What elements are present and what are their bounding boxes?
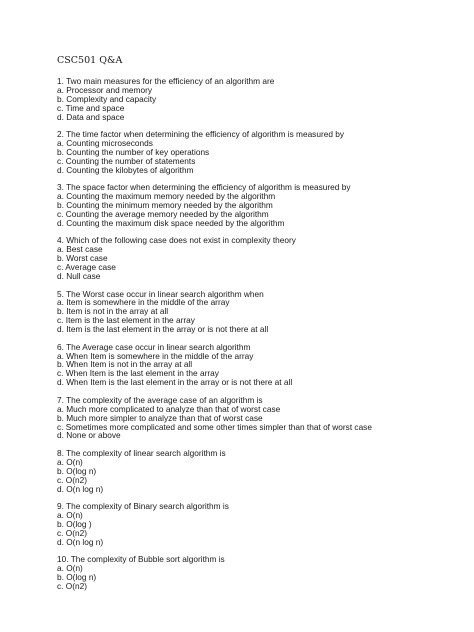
answer-option: b. O(log n) — [57, 572, 97, 583]
answer-option: d. None or above — [57, 430, 121, 441]
question-block — [57, 130, 467, 174]
question-block — [57, 396, 467, 440]
answer-option: c. Average case — [57, 262, 116, 273]
answer-option: d. Null case — [57, 270, 101, 281]
answer-option: b. When Item is not in the array at all — [57, 359, 193, 370]
answer-option: d. When Item is the last element in the array or is not there at all — [57, 377, 293, 388]
answer-option: b. Complexity and capacity — [57, 93, 157, 104]
question-text: 8. The complexity of linear search algorithm is — [57, 447, 226, 458]
question-text: 7. The complexity of the average case of an algorithm is — [57, 394, 263, 405]
document-title: CSC501 Q&A — [57, 55, 123, 66]
answer-option: b. Item is not in the array at all — [57, 306, 169, 317]
answer-option: a. Much more complicated to analyze than that of worst case — [57, 403, 281, 414]
question-list — [57, 77, 467, 600]
answer-option: b. Worst case — [57, 253, 108, 264]
answer-option: c. O(n2) — [57, 474, 87, 485]
answer-option: b. O(log n) — [57, 465, 97, 476]
answer-option: c. Item is the last element in the array — [57, 315, 195, 326]
question-block — [57, 290, 467, 334]
answer-option: c. When Item is the last element in the array — [57, 368, 219, 379]
answer-option: d. Counting the kilobytes of algorithm — [57, 164, 194, 175]
answer-option: a. O(n) — [57, 563, 83, 574]
question-text: 6. The Average case occur in linear search algorithm — [57, 341, 251, 352]
answer-option: b. Much more simpler to analyze than that of worst case — [57, 412, 263, 423]
answer-option: d. O(n log n) — [57, 536, 104, 547]
question-text: 10. The complexity of Bubble sort algorithm is — [57, 554, 225, 565]
answer-option: a. Processor and memory — [57, 84, 152, 95]
question-block — [57, 343, 467, 387]
answer-option: d. Data and space — [57, 111, 125, 122]
answer-option: a. When Item is somewhere in the middle of the array — [57, 350, 254, 361]
question-text: 4. Which of the following case does not exist in complexity theory — [57, 235, 296, 246]
answer-option: b. O(log ) — [57, 518, 92, 529]
answer-option: c. Sometimes more complicated and some other times simpler than that of worst case — [57, 421, 372, 432]
answer-option: a. Counting the maximum memory needed by the algorithm — [57, 191, 276, 202]
answer-option: b. Counting the number of key operations — [57, 146, 210, 157]
answer-option: c. Time and space — [57, 102, 125, 113]
answer-option: a. Best case — [57, 244, 103, 255]
question-text: 1. Two main measures for the efficiency of an algorithm are — [57, 76, 275, 86]
answer-option: a. Counting microseconds — [57, 138, 153, 149]
answer-option: a. Item is somewhere in the middle of the array — [57, 297, 230, 308]
question-text: 3. The space factor when determining the efficiency of algorithm is measured by — [57, 182, 351, 193]
answer-option: c. Counting the average memory needed by the algorithm — [57, 208, 269, 219]
question-text: 5. The Worst case occur in linear search algorithm when — [57, 288, 264, 299]
answer-option: c. O(n2) — [57, 580, 87, 591]
question-text: 2. The time factor when determining the efficiency of algorithm is measured by — [57, 129, 345, 140]
answer-option: d. O(n log n) — [57, 483, 104, 494]
question-text: 9. The complexity of Binary search algorithm is — [57, 501, 229, 512]
question-block — [57, 77, 467, 121]
question-block — [57, 183, 467, 227]
answer-option: a. O(n) — [57, 510, 83, 521]
question-block — [57, 236, 467, 280]
answer-option: c. Counting the number of statements — [57, 155, 196, 166]
answer-option: d. Counting the maximum disk space needed by the algorithm — [57, 217, 285, 228]
answer-option: d. Item is the last element in the array or is not there at all — [57, 324, 269, 335]
question-block — [57, 449, 467, 493]
question-block — [57, 555, 467, 591]
question-block — [57, 502, 467, 546]
answer-option: a. O(n) — [57, 456, 83, 467]
answer-option: c. O(n2) — [57, 527, 87, 538]
answer-option: b. Counting the minimum memory needed by the algorithm — [57, 200, 273, 211]
